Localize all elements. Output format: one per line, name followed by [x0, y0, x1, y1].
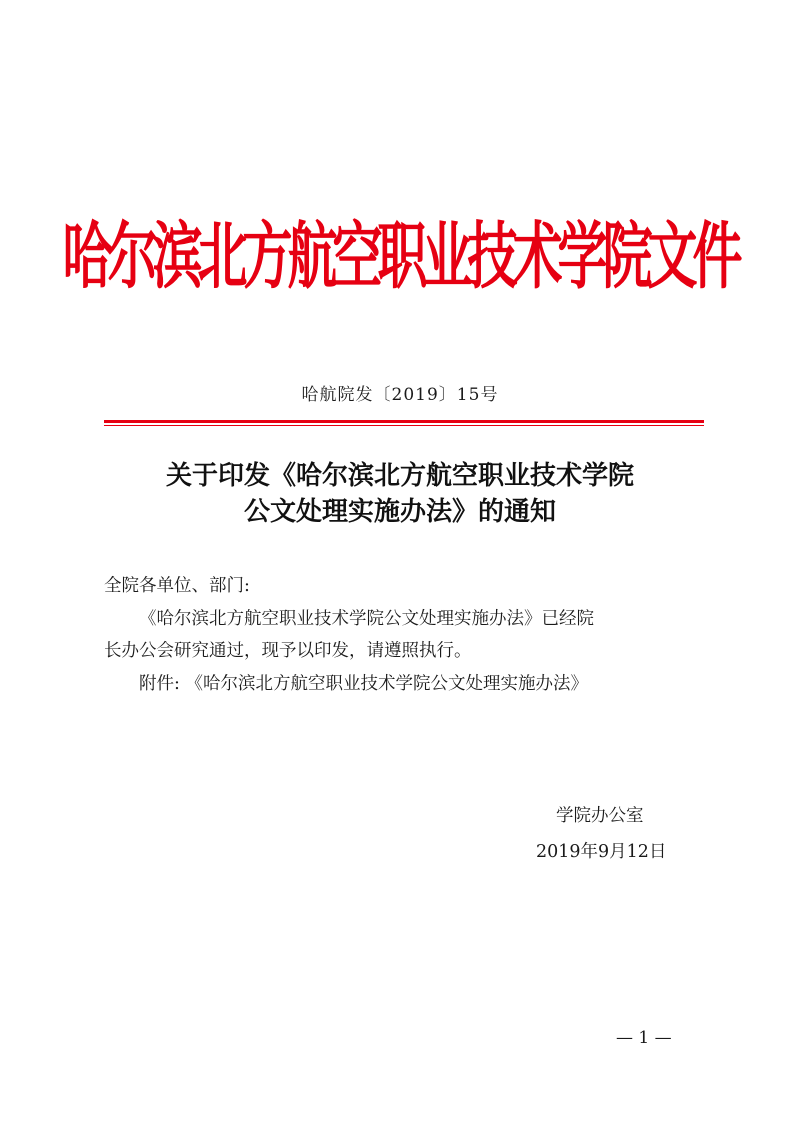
body-paragraph-line-2: 长办公会研究通过，现予以印发，请遵照执行。 — [104, 641, 472, 661]
notice-title-line-2: 公文处理实施办法》的通知 — [243, 497, 556, 527]
notice-title-line-1: 关于印发《哈尔滨北方航空职业技术学院 — [165, 461, 634, 491]
body-paragraph-line-1: 《哈尔滨北方航空职业技术学院公文处理实施办法》已经院 — [139, 608, 594, 629]
notice-title — [0, 458, 800, 530]
document-number: 哈航院发〔2019〕15号 — [301, 385, 499, 405]
issue-date: 2019年9月12日 — [536, 842, 667, 862]
salutation: 全院各单位、部门: — [104, 576, 250, 596]
page-number: — 1 — — [616, 1028, 672, 1048]
attachment-line: 附件: 《哈尔滨北方航空职业技术学院公文处理实施办法》 — [139, 673, 588, 694]
red-separator-line — [104, 420, 704, 423]
issuer-name: 学院办公室 — [556, 806, 644, 826]
notice-body — [104, 570, 704, 700]
red-separator-line-thin — [104, 425, 704, 426]
masthead-title: 哈尔滨北方航空职业技术学院文件 — [62, 214, 738, 300]
